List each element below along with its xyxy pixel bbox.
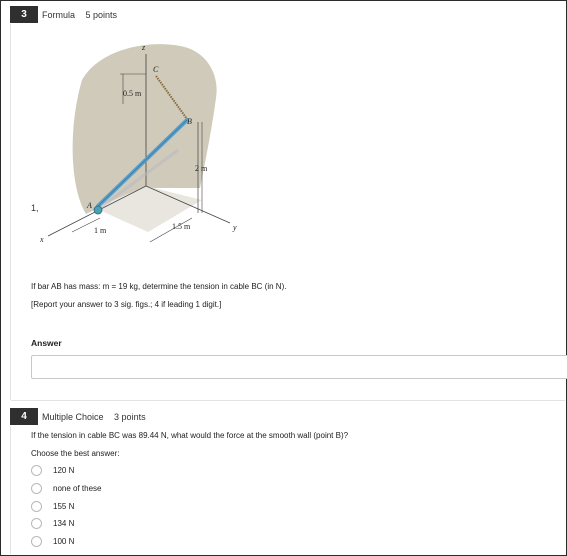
question-instructions: [Report your answer to 3 sig. figs.; 4 if leading 1 digit.] — [31, 300, 222, 309]
question-gutter-line — [10, 24, 11, 400]
figure-svg — [30, 38, 270, 256]
label-a: A — [87, 201, 92, 210]
radio-button[interactable] — [31, 465, 42, 476]
radio-button[interactable] — [31, 501, 42, 512]
label-dim-2: 2 m — [195, 164, 208, 173]
option-label: 134 N — [53, 519, 75, 528]
option-label: 100 N — [53, 537, 75, 546]
question-separator — [11, 400, 565, 401]
answer-option[interactable] — [31, 536, 74, 547]
label-dim-15: 1.5 m — [172, 222, 191, 231]
option-label: 120 N — [53, 466, 75, 475]
question-header — [42, 412, 154, 422]
question-points: 5 points — [85, 10, 118, 20]
question-text: If the tension in cable BC was 89.44 N, what would the force at the smooth wall (point B)? — [31, 431, 349, 440]
option-label: none of these — [53, 484, 102, 493]
radio-button[interactable] — [31, 536, 42, 547]
answer-input[interactable] — [31, 355, 567, 379]
side-mark: 1, — [31, 203, 39, 213]
question-type: Multiple Choice — [42, 412, 104, 422]
question-number-badge: 3 — [10, 6, 38, 23]
answer-option[interactable] — [31, 465, 74, 476]
question-number-badge: 4 — [10, 408, 38, 425]
answer-label: Answer — [31, 338, 62, 348]
label-dim-05: 0.5 m — [123, 89, 142, 98]
question-text: If bar AB has mass: m = 19 kg, determine the tension in cable BC (in N). — [31, 282, 287, 291]
label-y: y — [233, 223, 237, 232]
choose-prompt: Choose the best answer: — [31, 449, 120, 458]
answer-option[interactable] — [31, 483, 101, 494]
radio-button[interactable] — [31, 518, 42, 529]
label-b: B — [187, 117, 192, 126]
support-a — [94, 206, 102, 214]
label-dim-1: 1 m — [94, 226, 107, 235]
question-header — [42, 10, 125, 20]
answer-option[interactable] — [31, 501, 74, 512]
question-type: Formula — [42, 10, 76, 20]
label-x: x — [40, 235, 44, 244]
question-points: 3 points — [114, 412, 146, 422]
label-c: C — [153, 65, 159, 74]
option-label: 155 N — [53, 502, 75, 511]
statics-figure — [30, 38, 270, 256]
label-z: z — [142, 43, 146, 52]
answer-option[interactable] — [31, 518, 74, 529]
radio-button[interactable] — [31, 483, 42, 494]
question-gutter-line — [10, 426, 11, 554]
